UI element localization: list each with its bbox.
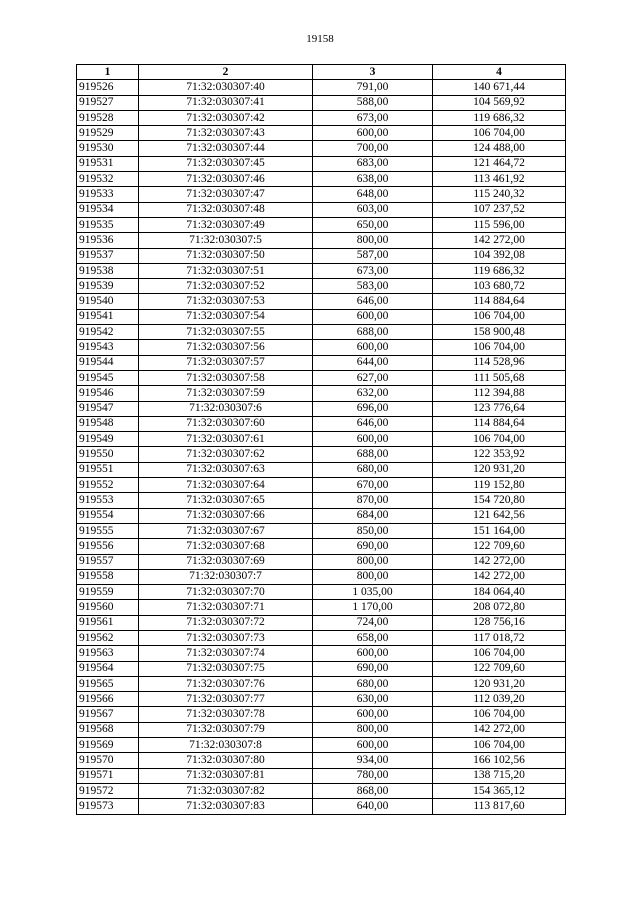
table-cell-col-1: 919528: [77, 110, 139, 125]
table-row: [77, 799, 566, 814]
table-row: [77, 447, 566, 462]
table-cell-col-4: 128 756,16: [433, 615, 566, 630]
table-cell-col-3: 670,00: [313, 478, 433, 493]
table-cell-col-4: 111 505,68: [433, 370, 566, 385]
table-cell-col-1: 919558: [77, 569, 139, 584]
table-cell-col-3: 600,00: [313, 707, 433, 722]
table-row: [77, 172, 566, 187]
table-cell-col-2: 71:32:030307:41: [139, 95, 313, 110]
table-cell-col-3: 690,00: [313, 539, 433, 554]
table-cell-col-2: 71:32:030307:66: [139, 508, 313, 523]
table-cell-col-3: 800,00: [313, 722, 433, 737]
table-cell-col-1: 919550: [77, 447, 139, 462]
table-row: [77, 753, 566, 768]
table-cell-col-3: 934,00: [313, 753, 433, 768]
table-cell-col-1: 919526: [77, 80, 139, 95]
table-cell-col-3: 632,00: [313, 386, 433, 401]
table-cell-col-2: 71:32:030307:52: [139, 279, 313, 294]
table-cell-col-4: 138 715,20: [433, 768, 566, 783]
table-cell-col-4: 106 704,00: [433, 707, 566, 722]
table-cell-col-4: 120 931,20: [433, 462, 566, 477]
table-cell-col-1: 919562: [77, 630, 139, 645]
table-cell-col-4: 104 392,08: [433, 248, 566, 263]
table-cell-col-1: 919529: [77, 126, 139, 141]
table-cell-col-3: 583,00: [313, 279, 433, 294]
table-cell-col-1: 919569: [77, 738, 139, 753]
table-cell-col-2: 71:32:030307:78: [139, 707, 313, 722]
table-cell-col-4: 142 272,00: [433, 569, 566, 584]
table-cell-col-2: 71:32:030307:56: [139, 340, 313, 355]
table-row: [77, 386, 566, 401]
table-cell-col-4: 106 704,00: [433, 340, 566, 355]
table-row: [77, 462, 566, 477]
table-cell-col-4: 104 569,92: [433, 95, 566, 110]
table-cell-col-3: 870,00: [313, 493, 433, 508]
table-cell-col-3: 646,00: [313, 416, 433, 431]
table-cell-col-4: 119 152,80: [433, 478, 566, 493]
table-cell-col-1: 919560: [77, 600, 139, 615]
table-row: [77, 630, 566, 645]
table-cell-col-2: 71:32:030307:47: [139, 187, 313, 202]
table-cell-col-1: 919552: [77, 478, 139, 493]
table-cell-col-3: 684,00: [313, 508, 433, 523]
table-cell-col-2: 71:32:030307:49: [139, 217, 313, 232]
table-row: [77, 279, 566, 294]
table-cell-col-2: 71:32:030307:7: [139, 569, 313, 584]
table-row: [77, 370, 566, 385]
table-cell-col-4: 151 164,00: [433, 523, 566, 538]
table-cell-col-4: 114 528,96: [433, 355, 566, 370]
table-cell-col-1: 919544: [77, 355, 139, 370]
table-row: [77, 187, 566, 202]
table-cell-col-4: 112 394,88: [433, 386, 566, 401]
table-cell-col-2: 71:32:030307:45: [139, 156, 313, 171]
table-row: [77, 156, 566, 171]
table-cell-col-4: 106 704,00: [433, 309, 566, 324]
table-cell-col-3: 630,00: [313, 692, 433, 707]
table-cell-col-3: 690,00: [313, 661, 433, 676]
table-cell-col-1: 919564: [77, 661, 139, 676]
table-cell-col-3: 648,00: [313, 187, 433, 202]
table-cell-col-2: 71:32:030307:72: [139, 615, 313, 630]
table-cell-col-1: 919546: [77, 386, 139, 401]
table-row: [77, 126, 566, 141]
table-cell-col-2: 71:32:030307:50: [139, 248, 313, 263]
table-cell-col-4: 123 776,64: [433, 401, 566, 416]
table-cell-col-4: 106 704,00: [433, 646, 566, 661]
table-cell-col-3: 600,00: [313, 738, 433, 753]
table-row: [77, 248, 566, 263]
table-cell-col-1: 919535: [77, 217, 139, 232]
table-row: [77, 233, 566, 248]
table-cell-col-2: 71:32:030307:65: [139, 493, 313, 508]
table-cell-col-4: 106 704,00: [433, 126, 566, 141]
table-cell-col-4: 208 072,80: [433, 600, 566, 615]
table-cell-col-3: 658,00: [313, 630, 433, 645]
table-cell-col-4: 115 596,00: [433, 217, 566, 232]
table-cell-col-2: 71:32:030307:43: [139, 126, 313, 141]
table-cell-col-2: 71:32:030307:62: [139, 447, 313, 462]
table-row: [77, 294, 566, 309]
table-cell-col-1: 919527: [77, 95, 139, 110]
table-cell-col-1: 919561: [77, 615, 139, 630]
page-number: 19158: [306, 33, 334, 45]
table-cell-col-2: 71:32:030307:60: [139, 416, 313, 431]
table-cell-col-2: 71:32:030307:5: [139, 233, 313, 248]
table-cell-col-1: 919549: [77, 432, 139, 447]
table-cell-col-2: 71:32:030307:74: [139, 646, 313, 661]
table-cell-col-1: 919543: [77, 340, 139, 355]
table-cell-col-2: 71:32:030307:42: [139, 110, 313, 125]
table-cell-col-1: 919570: [77, 753, 139, 768]
table-row: [77, 325, 566, 340]
table-cell-col-2: 71:32:030307:81: [139, 768, 313, 783]
table-cell-col-1: 919559: [77, 585, 139, 600]
table-cell-col-3: 640,00: [313, 799, 433, 814]
table-cell-col-1: 919541: [77, 309, 139, 324]
table-cell-col-4: 122 709,60: [433, 539, 566, 554]
table-cell-col-4: 124 488,00: [433, 141, 566, 156]
table-cell-col-3: 868,00: [313, 783, 433, 798]
table-cell-col-4: 106 704,00: [433, 738, 566, 753]
table-cell-col-3: 680,00: [313, 676, 433, 691]
table-cell-col-3: 700,00: [313, 141, 433, 156]
table-cell-col-2: 71:32:030307:55: [139, 325, 313, 340]
header-cell-3: 3: [313, 65, 433, 80]
table-cell-col-1: 919533: [77, 187, 139, 202]
table-cell-col-2: 71:32:030307:54: [139, 309, 313, 324]
table-cell-col-3: 1 035,00: [313, 585, 433, 600]
table-row: [77, 432, 566, 447]
table-row: [77, 263, 566, 278]
table-row: [77, 309, 566, 324]
table-header: [77, 65, 566, 80]
table-cell-col-2: 71:32:030307:40: [139, 80, 313, 95]
table-row: [77, 661, 566, 676]
table-row: [77, 768, 566, 783]
table-cell-col-1: 919566: [77, 692, 139, 707]
table-row: [77, 508, 566, 523]
table-row: [77, 738, 566, 753]
table-row: [77, 585, 566, 600]
table-row: [77, 523, 566, 538]
table-cell-col-4: 121 464,72: [433, 156, 566, 171]
data-table: [76, 64, 566, 815]
table-cell-col-2: 71:32:030307:8: [139, 738, 313, 753]
table-row: [77, 217, 566, 232]
table-cell-col-4: 184 064,40: [433, 585, 566, 600]
table-cell-col-2: 71:32:030307:6: [139, 401, 313, 416]
table-row: [77, 783, 566, 798]
table-cell-col-4: 122 709,60: [433, 661, 566, 676]
table-cell-col-3: 696,00: [313, 401, 433, 416]
table-cell-col-4: 103 680,72: [433, 279, 566, 294]
table-cell-col-2: 71:32:030307:75: [139, 661, 313, 676]
table-cell-col-1: 919536: [77, 233, 139, 248]
table-row: [77, 202, 566, 217]
table-row: [77, 110, 566, 125]
table-cell-col-4: 112 039,20: [433, 692, 566, 707]
table-row: [77, 692, 566, 707]
table-row: [77, 569, 566, 584]
table-cell-col-2: 71:32:030307:48: [139, 202, 313, 217]
table-row: [77, 554, 566, 569]
table-cell-col-4: 107 237,52: [433, 202, 566, 217]
table-cell-col-1: 919555: [77, 523, 139, 538]
table-row: [77, 478, 566, 493]
table-cell-col-3: 683,00: [313, 156, 433, 171]
table-cell-col-3: 850,00: [313, 523, 433, 538]
table-row: [77, 722, 566, 737]
table-cell-col-1: 919545: [77, 370, 139, 385]
table-row: [77, 416, 566, 431]
table-cell-col-2: 71:32:030307:83: [139, 799, 313, 814]
table-cell-col-2: 71:32:030307:73: [139, 630, 313, 645]
table-cell-col-1: 919542: [77, 325, 139, 340]
table-cell-col-3: 1 170,00: [313, 600, 433, 615]
table-cell-col-4: 154 720,80: [433, 493, 566, 508]
table-cell-col-2: 71:32:030307:59: [139, 386, 313, 401]
table-cell-col-3: 600,00: [313, 432, 433, 447]
table-cell-col-3: 673,00: [313, 263, 433, 278]
table-cell-col-1: 919538: [77, 263, 139, 278]
table-row: [77, 493, 566, 508]
table-cell-col-1: 919547: [77, 401, 139, 416]
table-row: [77, 355, 566, 370]
table-cell-col-2: 71:32:030307:63: [139, 462, 313, 477]
table-cell-col-1: 919571: [77, 768, 139, 783]
table-cell-col-3: 688,00: [313, 325, 433, 340]
table-cell-col-3: 800,00: [313, 233, 433, 248]
table-cell-col-3: 800,00: [313, 554, 433, 569]
table-cell-col-1: 919548: [77, 416, 139, 431]
table-cell-col-2: 71:32:030307:68: [139, 539, 313, 554]
table-cell-col-2: 71:32:030307:58: [139, 370, 313, 385]
table-cell-col-3: 603,00: [313, 202, 433, 217]
table-cell-col-4: 114 884,64: [433, 416, 566, 431]
table-cell-col-1: 919557: [77, 554, 139, 569]
table-cell-col-4: 114 884,64: [433, 294, 566, 309]
table-cell-col-4: 154 365,12: [433, 783, 566, 798]
table-cell-col-4: 122 353,92: [433, 447, 566, 462]
table-cell-col-4: 117 018,72: [433, 630, 566, 645]
table-cell-col-2: 71:32:030307:53: [139, 294, 313, 309]
table-cell-col-1: 919568: [77, 722, 139, 737]
table-cell-col-4: 119 686,32: [433, 263, 566, 278]
table-cell-col-1: 919534: [77, 202, 139, 217]
table-row: [77, 539, 566, 554]
table-cell-col-4: 142 272,00: [433, 233, 566, 248]
table-cell-col-4: 166 102,56: [433, 753, 566, 768]
table-row: [77, 707, 566, 722]
table-cell-col-1: 919540: [77, 294, 139, 309]
table-cell-col-4: 113 461,92: [433, 172, 566, 187]
table-cell-col-2: 71:32:030307:77: [139, 692, 313, 707]
table-cell-col-4: 119 686,32: [433, 110, 566, 125]
table-row: [77, 615, 566, 630]
table-cell-col-4: 115 240,32: [433, 187, 566, 202]
table-cell-col-3: 638,00: [313, 172, 433, 187]
table-cell-col-3: 724,00: [313, 615, 433, 630]
table-cell-col-4: 142 272,00: [433, 554, 566, 569]
table-cell-col-3: 600,00: [313, 646, 433, 661]
table-cell-col-2: 71:32:030307:51: [139, 263, 313, 278]
table-cell-col-3: 646,00: [313, 294, 433, 309]
table-row: [77, 676, 566, 691]
table-cell-col-2: 71:32:030307:82: [139, 783, 313, 798]
table-cell-col-3: 587,00: [313, 248, 433, 263]
table-cell-col-2: 71:32:030307:69: [139, 554, 313, 569]
table-cell-col-1: 919532: [77, 172, 139, 187]
table-cell-col-4: 113 817,60: [433, 799, 566, 814]
table-cell-col-2: 71:32:030307:67: [139, 523, 313, 538]
table-cell-col-1: 919537: [77, 248, 139, 263]
table-cell-col-4: 121 642,56: [433, 508, 566, 523]
table-cell-col-3: 600,00: [313, 309, 433, 324]
table-cell-col-2: 71:32:030307:79: [139, 722, 313, 737]
table-cell-col-3: 780,00: [313, 768, 433, 783]
table-cell-col-1: 919553: [77, 493, 139, 508]
table-cell-col-1: 919551: [77, 462, 139, 477]
table-cell-col-2: 71:32:030307:70: [139, 585, 313, 600]
table-cell-col-3: 600,00: [313, 126, 433, 141]
table-cell-col-2: 71:32:030307:64: [139, 478, 313, 493]
table-cell-col-3: 680,00: [313, 462, 433, 477]
table-body: [77, 80, 566, 814]
table-row: [77, 141, 566, 156]
table-cell-col-4: 106 704,00: [433, 432, 566, 447]
table-cell-col-2: 71:32:030307:57: [139, 355, 313, 370]
table-row: [77, 340, 566, 355]
table-cell-col-3: 650,00: [313, 217, 433, 232]
table-cell-col-3: 588,00: [313, 95, 433, 110]
header-cell-4: 4: [433, 65, 566, 80]
header-cell-1: 1: [77, 65, 139, 80]
table-cell-col-1: 919530: [77, 141, 139, 156]
table-cell-col-4: 142 272,00: [433, 722, 566, 737]
table-cell-col-1: 919563: [77, 646, 139, 661]
table-cell-col-4: 120 931,20: [433, 676, 566, 691]
header-cell-2: 2: [139, 65, 313, 80]
table-cell-col-2: 71:32:030307:71: [139, 600, 313, 615]
table-cell-col-4: 158 900,48: [433, 325, 566, 340]
table-cell-col-3: 644,00: [313, 355, 433, 370]
table-row: [77, 401, 566, 416]
table-cell-col-2: 71:32:030307:76: [139, 676, 313, 691]
table-cell-col-3: 800,00: [313, 569, 433, 584]
table-cell-col-3: 627,00: [313, 370, 433, 385]
table-cell-col-2: 71:32:030307:46: [139, 172, 313, 187]
table-row: [77, 600, 566, 615]
table-cell-col-4: 140 671,44: [433, 80, 566, 95]
table-cell-col-3: 673,00: [313, 110, 433, 125]
table-cell-col-1: 919539: [77, 279, 139, 294]
table-row: [77, 80, 566, 95]
table-cell-col-1: 919531: [77, 156, 139, 171]
table-cell-col-1: 919572: [77, 783, 139, 798]
header-row: [77, 65, 566, 80]
table-cell-col-1: 919573: [77, 799, 139, 814]
table-cell-col-3: 600,00: [313, 340, 433, 355]
table-cell-col-2: 71:32:030307:80: [139, 753, 313, 768]
table-cell-col-2: 71:32:030307:44: [139, 141, 313, 156]
table-cell-col-1: 919556: [77, 539, 139, 554]
table-row: [77, 646, 566, 661]
table-cell-col-1: 919567: [77, 707, 139, 722]
table-cell-col-3: 688,00: [313, 447, 433, 462]
table-row: [77, 95, 566, 110]
table-cell-col-2: 71:32:030307:61: [139, 432, 313, 447]
table-cell-col-1: 919565: [77, 676, 139, 691]
table-cell-col-3: 791,00: [313, 80, 433, 95]
table-cell-col-1: 919554: [77, 508, 139, 523]
